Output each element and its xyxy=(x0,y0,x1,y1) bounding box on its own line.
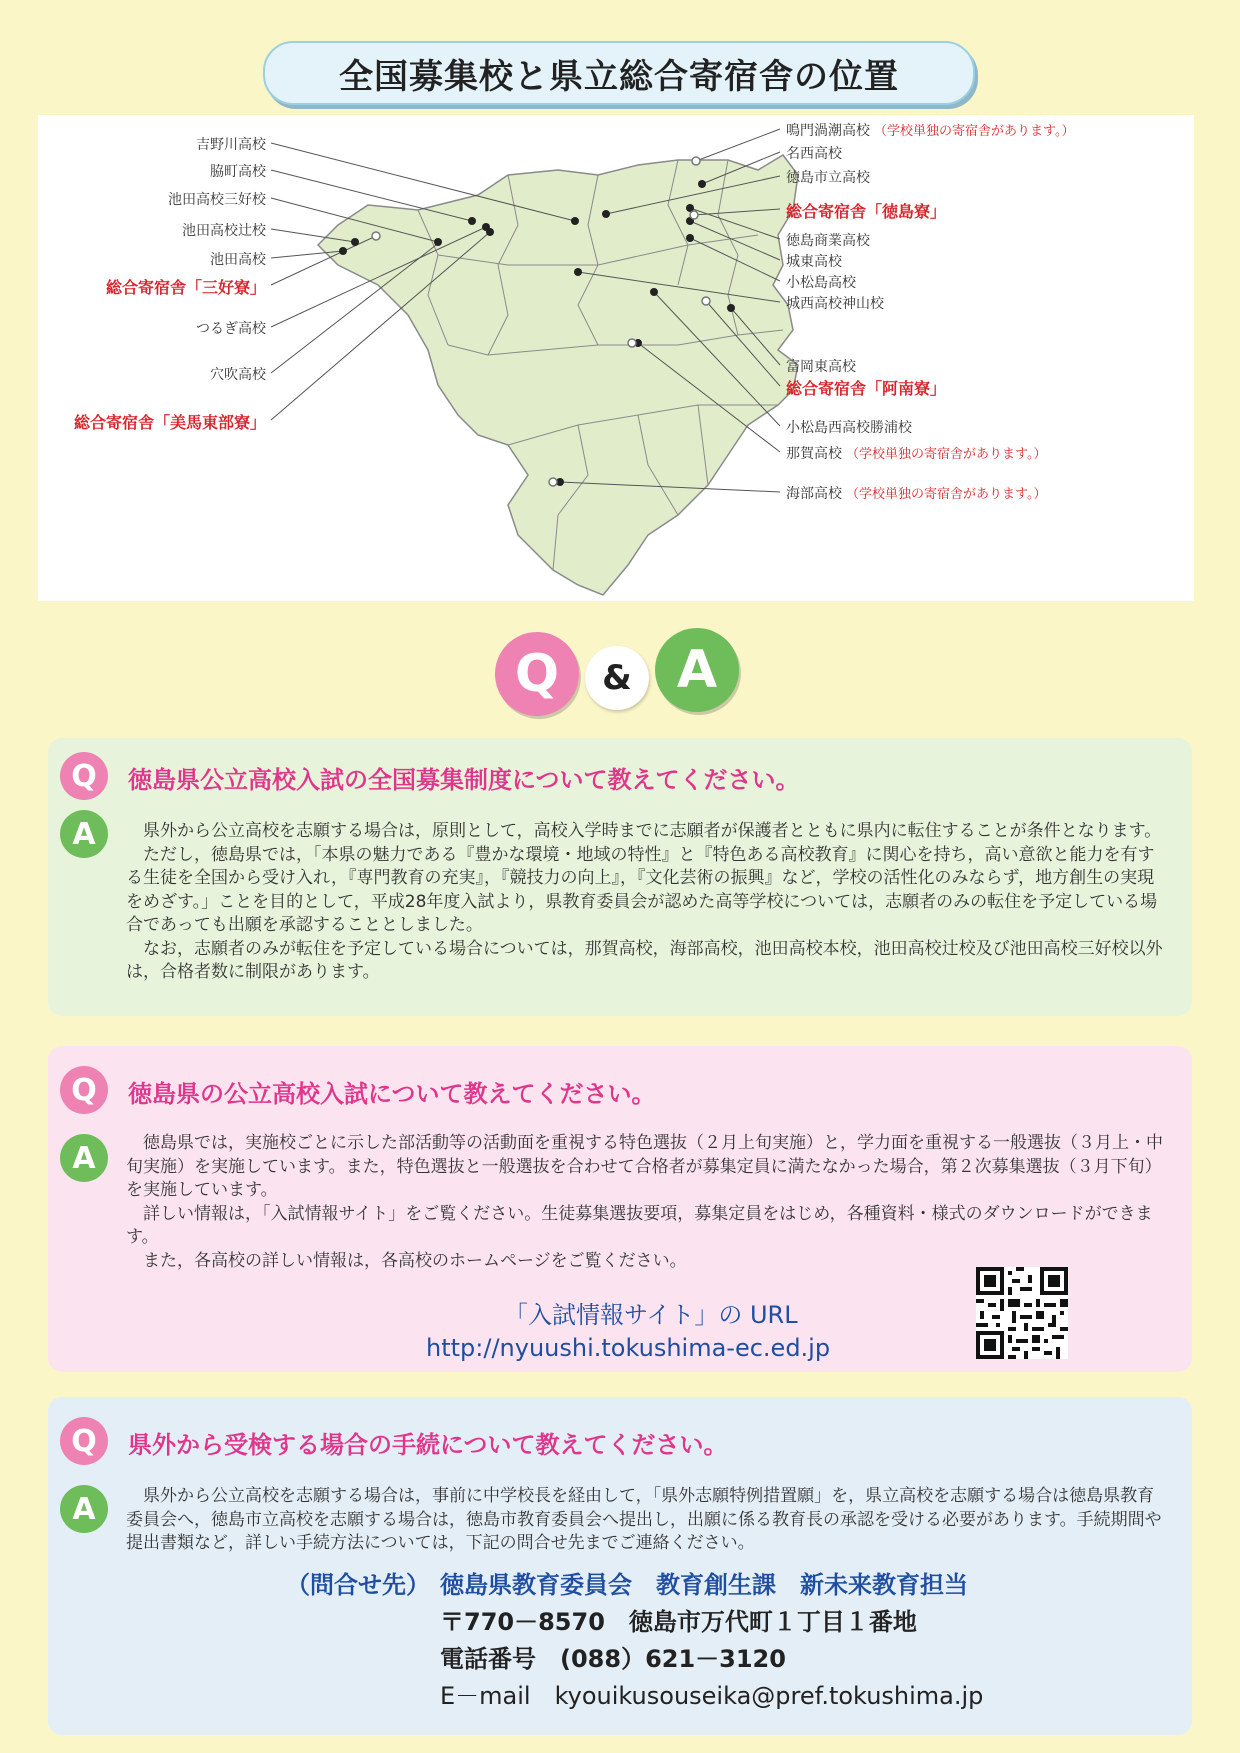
answer-paragraph: 徳島県では，実施校ごとに示した部活動等の活動面を重視する特色選抜（２月上旬実施）と，学力面を重視する一般選抜（３月上・中旬実施）を実施しています。また，特色選抜と一般選抜を合わせて合格者が募集定員に満たなかった場合，第２次募集選抜（３月下旬）を実施しています。 xyxy=(126,1133,1163,1200)
q-badge: Q xyxy=(60,752,108,800)
a-badge: A xyxy=(60,810,108,858)
answer-text xyxy=(126,1132,1170,1273)
label-naka: 那賀高校 （学校単独の寄宿舎があります。） xyxy=(786,446,1047,462)
label-naka-note: （学校単独の寄宿舎があります。） xyxy=(846,447,1047,462)
contact-phone: 電話番号 (088）621－3120 xyxy=(440,1645,786,1673)
contact-address: 〒770－8570 徳島市万代町１丁目１番地 xyxy=(440,1608,917,1636)
label-kaifu-note: （学校単独の寄宿舎があります。） xyxy=(846,487,1047,502)
qr-code-graphic xyxy=(976,1267,1068,1359)
a-badge: A xyxy=(60,1134,108,1182)
label-komatsushima-nishi-katsuura: 小松島西高校勝浦校 xyxy=(786,420,912,436)
answer-text xyxy=(126,820,1170,985)
answer-paragraph: 県外から公立高校を志願する場合は，事前に中学校長を経由して，「県外志願特例措置願」を，県立高校を志願する場合は徳島県教育委員会へ，徳島市立高校を志願する場合は，徳島市教育委員会へ提出し，出願に係る教育長の承認を受ける必要があります。手続期間や提出書類など，詳しい手続方法については，下記の問合せ先までご連絡ください。 xyxy=(126,1486,1162,1553)
page-title: 全国募集校と県立総合寄宿舎の位置 xyxy=(263,41,975,105)
question-heading: 徳島県の公立高校入試について教えてください。 xyxy=(128,1080,656,1108)
nyuushi-site-link[interactable]: http://nyuushi.tokushima-ec.ed.jp xyxy=(426,1334,831,1362)
label-myozai: 名西高校 xyxy=(786,146,842,162)
answer-paragraph: ただし，徳島県では，「本県の魅力である『豊かな環境・地域の特性』と『特色ある高校教育』に関心を持ち，高い意欲と能力を有する生徒を全国から受け入れ，『専門教育の充実』，『競技力の向上』，『文化芸術の振興』など，学校の活性化のみならず，地方創生の実現をめざす。」ことを目的として，平成28年度入試より，県教育委員会が認めた高等学校については，志願者のみの転住を予定している場合であっても出願を承認することとしました。 xyxy=(126,844,1158,935)
answer-paragraph: 詳しい情報は，「入試情報サイト」をご覧ください。生徒募集選抜要項，募集定員をはじめ，各種資料・様式のダウンロードができます。 xyxy=(126,1203,1153,1247)
question-heading: 徳島県公立高校入試の全国募集制度について教えてください。 xyxy=(128,766,800,794)
answer-paragraph: また，各高校の詳しい情報は，各高校のホームページをご覧ください。 xyxy=(143,1250,687,1271)
qa-logo-amp: & xyxy=(585,646,649,710)
label-yoshinogawa: 吉野川高校 xyxy=(196,137,266,153)
qa-logo xyxy=(495,628,745,720)
url-title: 「入試情報サイト」の URL xyxy=(504,1301,798,1329)
label-naruto: 鳴門渦潮高校 （学校単独の寄宿舎があります。） xyxy=(786,123,1075,139)
label-dorm-mima: 総合寄宿舎「美馬東部寮」 xyxy=(73,413,266,432)
label-tsurugi: つるぎ高校 xyxy=(196,321,266,337)
label-tomioka-higashi: 富岡東高校 xyxy=(786,359,856,375)
q-badge: Q xyxy=(60,1417,108,1465)
label-tokushima-shogyo: 徳島商業高校 xyxy=(786,233,870,249)
qa-box-out-of-prefecture xyxy=(48,1397,1192,1735)
label-tokushima-shiritsu: 徳島市立高校 xyxy=(786,170,870,186)
q-badge: Q xyxy=(60,1066,108,1114)
prefecture-shape xyxy=(318,155,798,595)
label-dorm-anan: 総合寄宿舎「阿南寮」 xyxy=(786,379,947,398)
qa-logo-a: A xyxy=(655,628,739,712)
label-dorm-miyoshi: 総合寄宿舎「三好寮」 xyxy=(105,278,266,297)
contact-department: 徳島県教育委員会 教育創生課 新未来教育担当 xyxy=(440,1571,968,1599)
a-badge: A xyxy=(60,1485,108,1533)
answer-text xyxy=(126,1485,1170,1556)
question-heading: 県外から受検する場合の手続について教えてください。 xyxy=(128,1431,728,1459)
answer-paragraph: 県外から公立高校を志願する場合は，原則として，高校入学時までに志願者が保護者とともに県内に転住することが条件となります。 xyxy=(143,821,1162,841)
answer-paragraph: なお，志願者のみが転住を予定している場合については，那賀高校，海部高校，池田高校本校，池田高校辻校及び池田高校三好校以外は，合格者数に制限があります。 xyxy=(126,938,1163,982)
map-panel xyxy=(38,115,1194,601)
label-kaifu: 海部高校 （学校単独の寄宿舎があります。） xyxy=(786,486,1047,502)
qa-box-national-recruitment xyxy=(48,738,1192,1016)
label-ikeda: 池田高校 xyxy=(210,252,266,268)
contact-label: （問合せ先） xyxy=(286,1571,430,1599)
label-joto: 城東高校 xyxy=(786,254,842,270)
tokushima-map xyxy=(38,115,1194,601)
label-ikeda-tsuji: 池田高校辻校 xyxy=(182,223,266,239)
label-anabuki: 穴吹高校 xyxy=(210,367,266,383)
label-komatsushima: 小松島高校 xyxy=(786,275,856,291)
label-ikeda-miyoshi: 池田高校三好校 xyxy=(168,192,266,208)
label-wakimachi: 脇町高校 xyxy=(210,164,266,180)
contact-email[interactable]: E－mail kyouikusouseika@pref.tokushima.jp xyxy=(440,1682,984,1710)
label-josei-kamiyama: 城西高校神山校 xyxy=(786,296,884,312)
qa-logo-q: Q xyxy=(495,632,579,716)
qr-code xyxy=(976,1267,1068,1359)
label-naruto-note: （学校単独の寄宿舎があります。） xyxy=(874,124,1075,139)
label-dorm-tokushima: 総合寄宿舎「徳島寮」 xyxy=(786,202,947,221)
